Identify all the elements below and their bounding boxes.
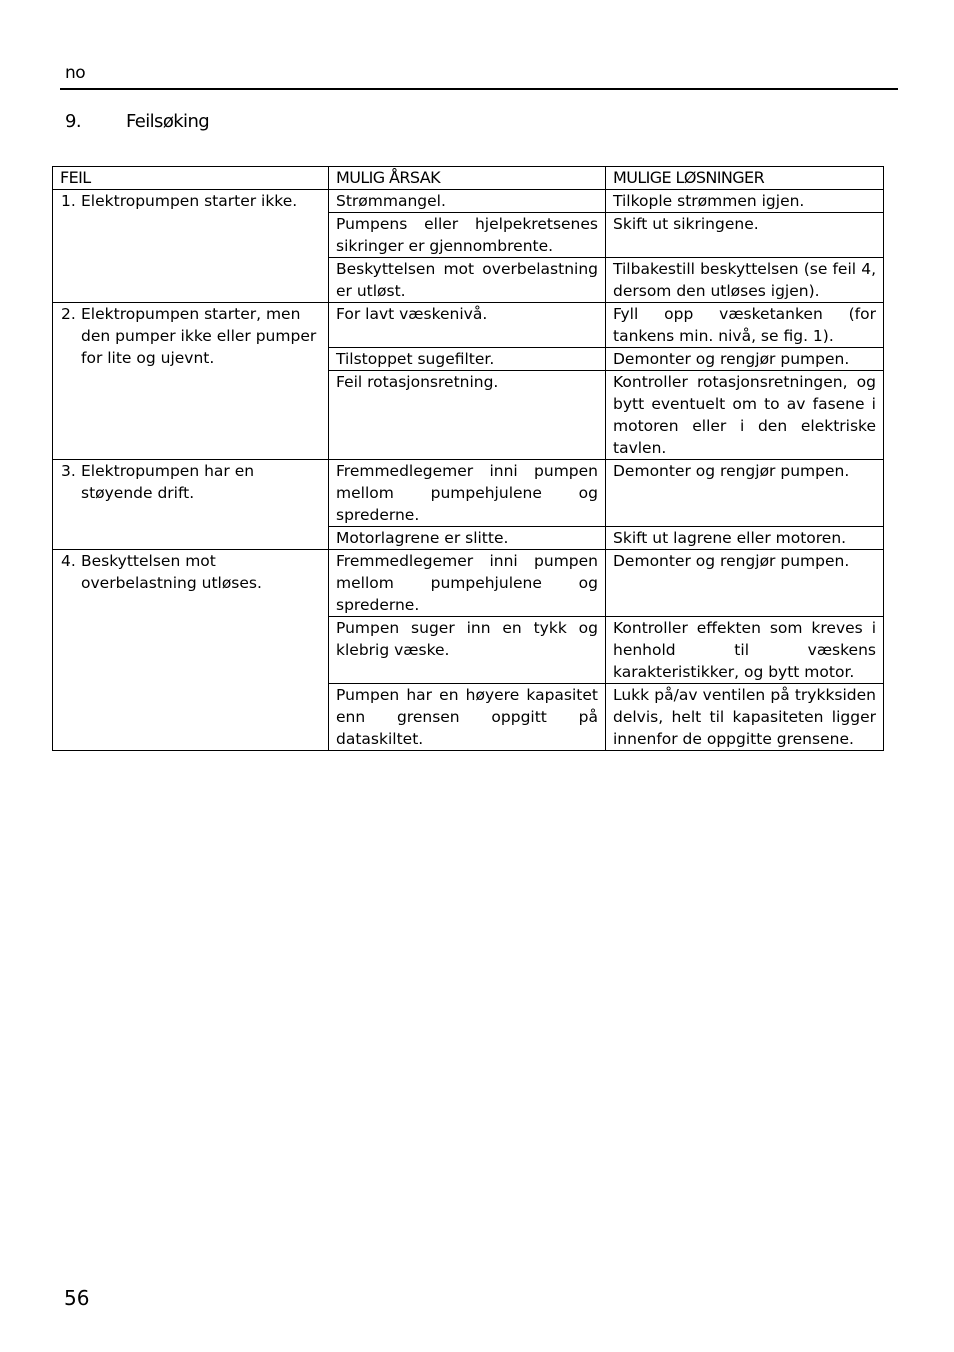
solution-cell: Demonter og rengjør pumpen.: [606, 550, 884, 617]
table-row: [53, 550, 884, 617]
fault-text: Elektropumpen starter, men den pumper ikke eller pumper for lite og ujevnt.: [81, 305, 317, 367]
solution-cell: Tilbakestill beskyttelsen (se feil 4, dersom den utløses igjen).: [606, 258, 884, 303]
fault-text: Elektropumpen har en støyende drift.: [81, 462, 255, 502]
language-code: no: [65, 63, 86, 83]
section-title: Feilsøking: [126, 111, 210, 132]
cause-cell: Fremmedlegemer inni pumpen mellom pumpehjulene og sprederne.: [329, 460, 606, 527]
cause-cell: Strømmangel.: [329, 190, 606, 213]
troubleshooting-table: [52, 166, 884, 751]
fault-number: 4.: [61, 552, 76, 570]
header-rule: [60, 88, 898, 90]
fault-cell: [53, 190, 329, 303]
table-row: [53, 460, 884, 527]
fault-entry: [61, 550, 321, 594]
header-fault: FEIL: [53, 167, 329, 190]
table-body: [53, 190, 884, 751]
cause-cell: Pumpens eller hjelpekretsenes sikringer er gjennombrente.: [329, 213, 606, 258]
solution-cell: Skift ut sikringene.: [606, 213, 884, 258]
fault-number: 3.: [61, 462, 76, 480]
section-heading: [65, 111, 209, 132]
cause-cell: Pumpen suger inn en tykk og klebrig væske.: [329, 617, 606, 684]
solution-cell: Tilkople strømmen igjen.: [606, 190, 884, 213]
solution-cell: Skift ut lagrene eller motoren.: [606, 527, 884, 550]
fault-text: Elektropumpen starter ikke.: [81, 192, 298, 210]
solution-cell: Demonter og rengjør pumpen.: [606, 460, 884, 527]
header-cause: MULIG ÅRSAK: [329, 167, 606, 190]
fault-entry: [61, 190, 321, 212]
cause-cell: Tilstoppet sugefilter.: [329, 348, 606, 371]
fault-cell: [53, 303, 329, 460]
cause-cell: Pumpen har en høyere kapasitet enn grensen oppgitt på dataskiltet.: [329, 684, 606, 751]
header-solution: MULIGE LØSNINGER: [606, 167, 884, 190]
cause-cell: Feil rotasjonsretning.: [329, 371, 606, 460]
fault-number: 2.: [61, 305, 76, 323]
table-row: [53, 190, 884, 213]
cause-cell: Fremmedlegemer inni pumpen mellom pumpehjulene og sprederne.: [329, 550, 606, 617]
solution-cell: Demonter og rengjør pumpen.: [606, 348, 884, 371]
fault-cell: [53, 550, 329, 751]
table-header-row: [53, 167, 884, 190]
table-row: [53, 303, 884, 348]
fault-cell: [53, 460, 329, 550]
page-number: 56: [64, 1286, 90, 1310]
cause-cell: Beskyttelsen mot overbelastning er utløst.: [329, 258, 606, 303]
cause-cell: For lavt væskenivå.: [329, 303, 606, 348]
fault-text: Beskyttelsen mot overbelastning utløses.: [81, 552, 262, 592]
solution-cell: Kontroller effekten som kreves i henhold til væskens karakteristikker, og bytt motor.: [606, 617, 884, 684]
cause-cell: Motorlagrene er slitte.: [329, 527, 606, 550]
fault-entry: [61, 303, 321, 369]
solution-cell: Fyll opp væsketanken (for tankens min. nivå, se fig. 1).: [606, 303, 884, 348]
fault-entry: [61, 460, 321, 504]
fault-number: 1.: [61, 192, 76, 210]
section-number: 9.: [65, 111, 81, 132]
solution-cell: Lukk på/av ventilen på trykksiden delvis, helt til kapasiteten ligger innenfor de oppgitte grensene.: [606, 684, 884, 751]
solution-cell: Kontroller rotasjonsretningen, og bytt eventuelt om to av fasene i motoren eller i den elektriske tavlen.: [606, 371, 884, 460]
